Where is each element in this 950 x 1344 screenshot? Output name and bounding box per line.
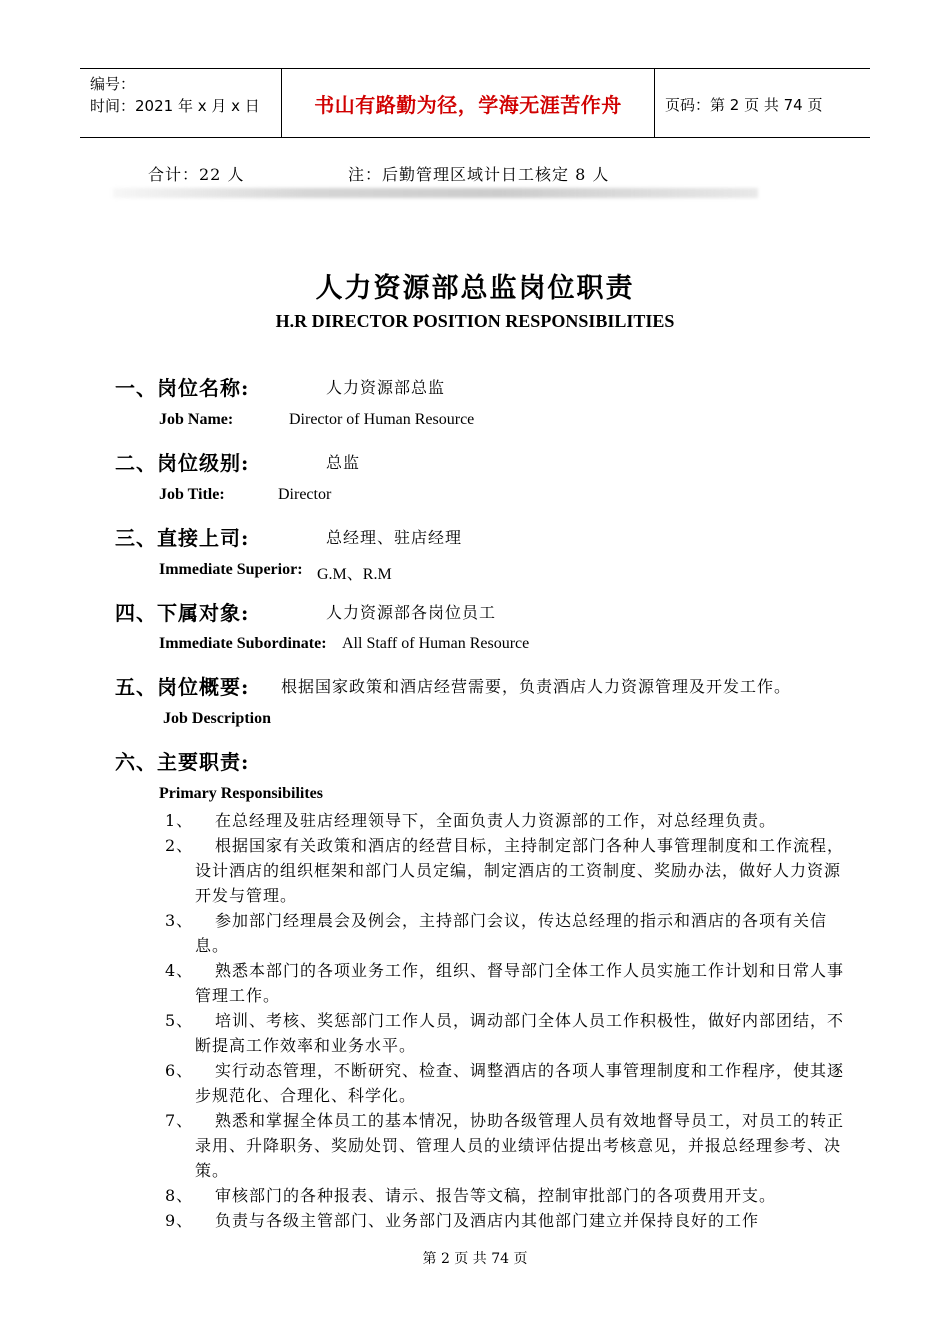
section-job-level-en-label: Job Title: [159,486,225,503]
section-job-name-value: 人力资源部总监 [326,378,446,397]
section-job-level-en-value: Director [278,486,332,503]
duty-number: 2、 [165,836,194,855]
page-footer: 第 2 页 共 74 页 [422,1251,528,1267]
header-number: 编号： [90,75,136,93]
section-description-value: 根据国家政策和酒店经营需要，负责酒店人力资源管理及开发工作。 [281,677,792,696]
duty-number: 9、 [165,1211,194,1230]
section-superior-en-label: Immediate Superior: [159,561,303,578]
section-job-level-head: 二、岗位级别: [115,451,250,475]
list-item [165,1183,855,1208]
list-item [165,833,855,908]
header-time: 时间：2021 年 x 月 x 日 [90,97,260,115]
duty-text: 在总经理及驻店经理领导下，全面负责人力资源部的工作，对总经理负责。 [215,811,777,830]
duty-text: 实行动态管理，不断研究、检查、调整酒店的各项人事管理制度和工作程序，使其逐步规范化、合理化、科学化。 [195,1061,845,1105]
duty-number: 8、 [165,1186,194,1205]
duty-text: 审核部门的各种报表、请示、报告等文稿，控制审批部门的各项费用开支。 [215,1186,777,1205]
header-motto: 书山有路勤为径，学海无涯苦作舟 [314,92,622,117]
duty-number: 3、 [165,911,194,930]
duty-text: 负责与各级主管部门、业务部门及酒店内其他部门建立并保持良好的工作 [215,1211,760,1230]
section-subordinate-value: 人力资源部各岗位员工 [326,603,497,622]
duty-text: 参加部门经理晨会及例会，主持部门会议，传达总经理的指示和酒店的各项有关信息。 [195,911,828,955]
list-item [165,958,855,1008]
section-superior-en-value: G.M、R.M [317,566,392,583]
duty-number: 7、 [165,1111,194,1130]
section-subordinate-head: 四、下属对象: [115,601,250,625]
header-page-info: 页码：第 2 页 共 74 页 [665,96,823,114]
list-item [165,908,855,958]
duty-number: 4、 [165,961,194,980]
list-item [165,1108,855,1183]
section-job-name-head: 一、岗位名称: [115,376,250,400]
page-title: 人力资源部总监岗位职责 [315,273,635,304]
section-duties-head: 六、主要职责: [115,750,250,774]
duty-number: 5、 [165,1011,194,1030]
summary-total: 合计：22 人 [148,165,245,184]
duty-number: 6、 [165,1061,194,1080]
summary-note: 注：后勤管理区域计日工核定 8 人 [348,165,610,184]
scan-smear [113,188,758,198]
duty-number: 1、 [165,811,194,830]
list-item [165,1208,855,1233]
header-motto-cell [281,69,655,137]
duty-text: 熟悉和掌握全体员工的基本情况，协助各级管理人员有效地督导员工，对员工的转正录用、升降职务、奖励处罚、管理人员的业绩评估提出考核意见，并报总经理参考、决策。 [195,1111,845,1180]
list-item [165,1058,855,1108]
section-subordinate-en-value: All Staff of Human Resource [342,635,530,652]
section-duties-en-label: Primary Responsibilites [159,785,323,802]
section-job-level-value: 总监 [326,453,361,472]
page-header [80,68,870,138]
section-superior-head: 三、直接上司: [115,526,250,550]
section-job-name-en-label: Job Name: [159,411,234,428]
section-subordinate-en-label: Immediate Subordinate: [159,635,327,652]
page-subtitle: H.R DIRECTOR POSITION RESPONSIBILITIES [275,311,675,331]
section-description-head: 五、岗位概要: [115,675,250,699]
list-item [165,808,855,833]
duty-text: 培训、考核、奖惩部门工作人员，调动部门全体人员工作积极性，做好内部团结，不断提高工作效率和业务水平。 [195,1011,845,1055]
section-job-name-en-value: Director of Human Resource [289,411,475,428]
duty-text: 根据国家有关政策和酒店的经营目标，主持制定部门各种人事管理制度和工作流程，设计酒店的组织框架和部门人员定编，制定酒店的工资制度、奖励办法，做好人力资源开发与管理。 [195,836,845,905]
list-item [165,1008,855,1058]
header-meta [90,73,260,117]
section-superior-value: 总经理、驻店经理 [326,528,463,547]
duty-text: 熟悉本部门的各项业务工作，组织、督导部门全体工作人员实施工作计划和日常人事管理工作。 [195,961,845,1005]
section-description-en-label: Job Description [163,710,271,727]
